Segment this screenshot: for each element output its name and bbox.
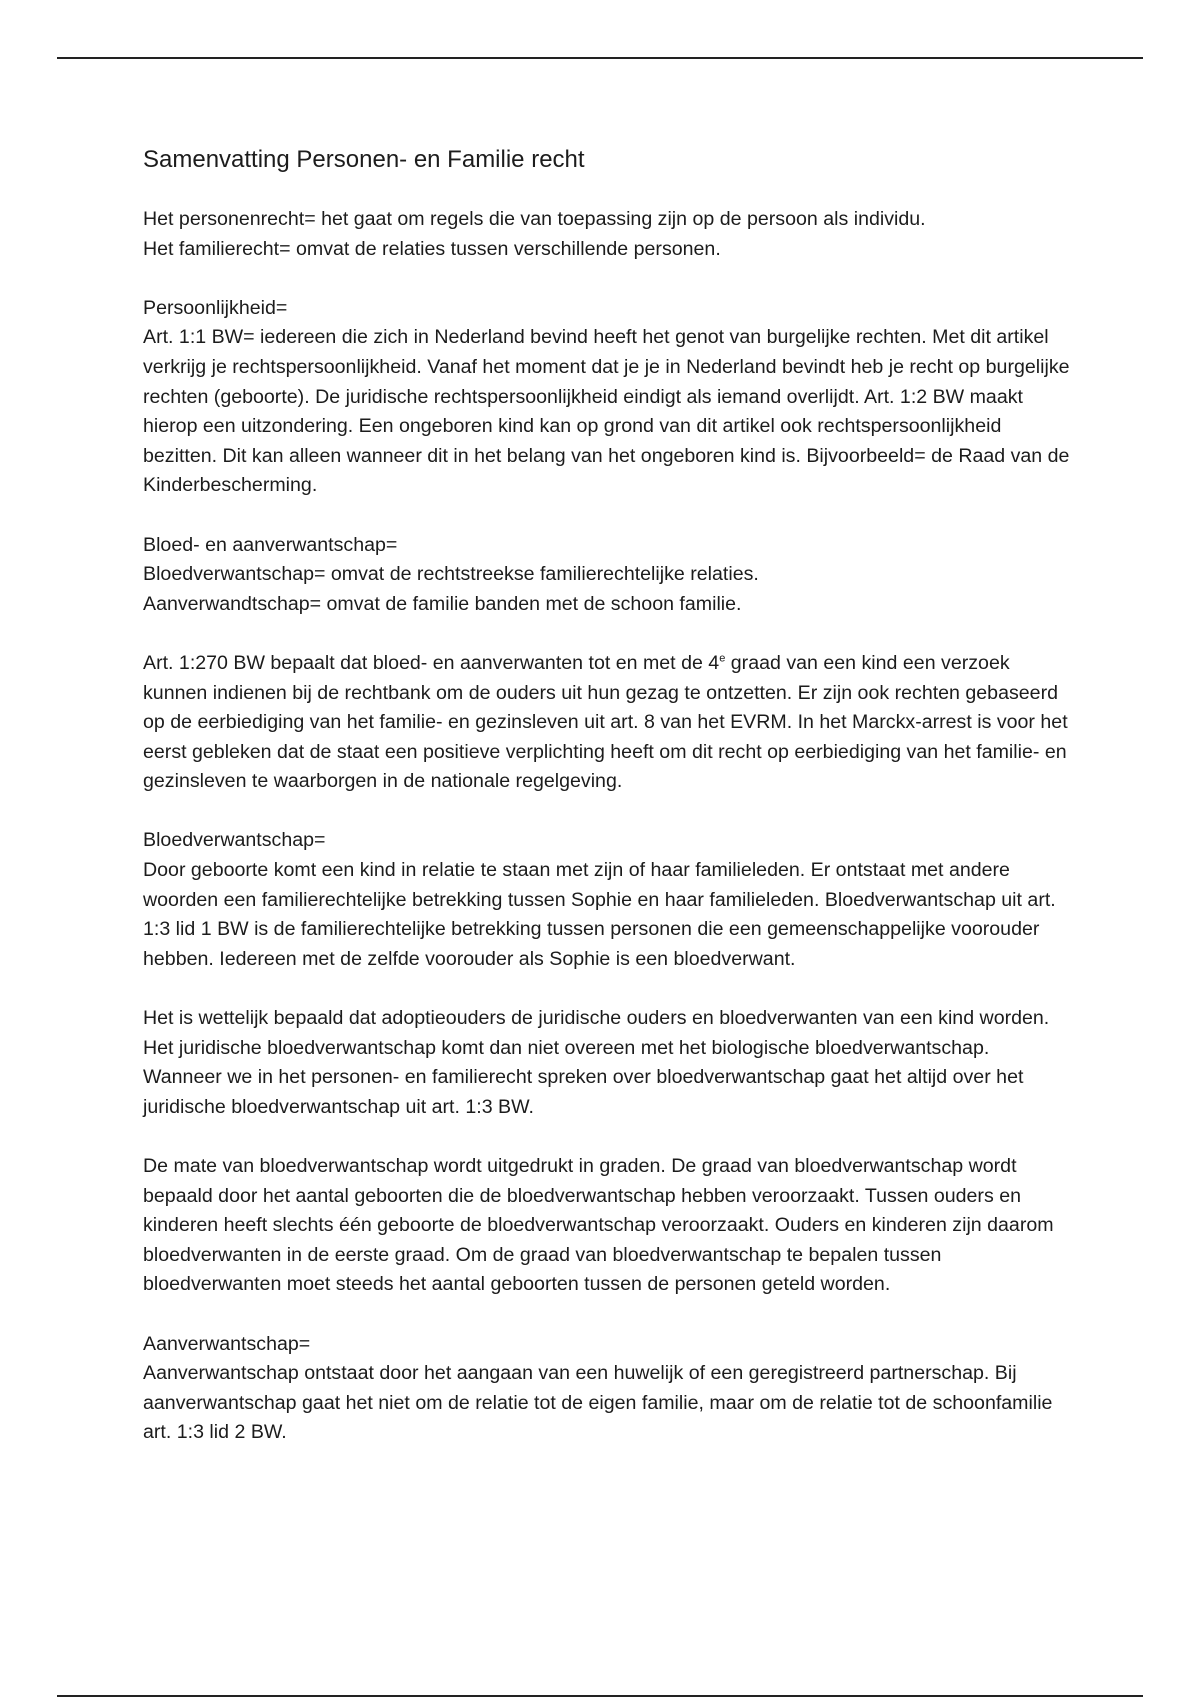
- footer-rule: [57, 1695, 1143, 1697]
- heading-bloedverwantschap: Bloedverwantschap=: [143, 829, 326, 852]
- intro-familierecht: Het familierecht= omvat de relaties tussen verschillende personen.: [143, 237, 721, 260]
- definition-aanverwantschap: Aanverwandtschap= omvat de familie banden met de schoon familie.: [143, 592, 742, 615]
- art270-text-before: Art. 1:270 BW bepaalt dat bloed- en aanverwanten tot en met de 4: [143, 651, 720, 674]
- definition-bloedverwantschap: Bloedverwantschap= omvat de rechtstreekse familierechtelijke relaties.: [143, 563, 759, 586]
- paragraph-persoonlijkheid: Art. 1:1 BW= iedereen die zich in Nederland bevind heeft het genot van burgelijke rechten. Met dit artikel verkrijg je rechtspersoonlijkheid. Vanaf het moment dat je je in Nederland bevindt heb je recht op burgelijke rechten (geboorte). De juridische rechtspersoonlijkheid eindigt als iemand overlijdt. Art. 1:2 BW maakt hierop een uitzondering. Een ongeboren kind kan op grond van dit artikel ook rechtspersoonlijkheid bezitten. Dit kan alleen wanneer dit in het belang van het ongeboren kind is. Bijvoorbeeld= de Raad van de Kinderbescherming.: [143, 326, 1070, 497]
- header-rule: [57, 57, 1143, 59]
- paragraph-art-270: [143, 649, 1073, 797]
- heading-aanverwantschap: Aanverwantschap=: [143, 1332, 311, 1355]
- document-title: Samenvatting Personen- en Familie recht: [143, 146, 585, 173]
- paragraph-bloedverwantschap: Door geboorte komt een kind in relatie te staan met zijn of haar familieleden. Er ontstaat met andere woorden een familierechtelijke betrekking tussen Sophie en haar familieleden. Bloedverwantschap uit art. 1:3 lid 1 BW is de familierechtelijke betrekking tussen personen die een gemeenschappelijke voorouder hebben. Iedereen met de zelfde voorouder als Sophie is een bloedverwant.: [143, 859, 1056, 970]
- heading-bloed-aanverwantschap: Bloed- en aanverwantschap=: [143, 533, 398, 556]
- paragraph-adoptie: Het is wettelijk bepaald dat adoptieouders de juridische ouders en bloedverwanten van een kind worden. Het juridische bloedverwantschap komt dan niet overeen met het biologische bloedverwantschap. Wanneer we in het personen- en familierecht spreken over bloedverwantschap gaat het altijd over het juridische bloedverwantschap uit art. 1:3 BW.: [143, 1007, 1050, 1118]
- paragraph-aanverwantschap: Aanverwantschap ontstaat door het aangaan van een huwelijk of een geregistreerd partnerschap. Bij aanverwantschap gaat het niet om de relatie tot de eigen familie, maar om de relatie tot de schoonfamilie art. 1:3 lid 2 BW.: [143, 1362, 1053, 1444]
- paragraph-graden: De mate van bloedverwantschap wordt uitgedrukt in graden. De graad van bloedverwantschap wordt bepaald door het aantal geboorten die de bloedverwantschap hebben veroorzaakt. Tussen ouders en kinderen heeft slechts één geboorte de bloedverwantschap veroorzaakt. Ouders en kinderen zijn daarom bloedverwanten in de eerste graad. Om de graad van bloedverwantschap te bepalen tussen bloedverwanten moet steeds het aantal geboorten tussen de personen geteld worden.: [143, 1155, 1054, 1296]
- intro-personenrecht: Het personenrecht= het gaat om regels die van toepassing zijn op de persoon als individu.: [143, 208, 926, 230]
- document-page: [143, 145, 1073, 1448]
- art270-text-after: graad van een kind een verzoek kunnen indienen bij de rechtbank om de ouders uit hun gezag te ontzetten. Er zijn ook rechten gebaseerd op de eerbiediging van het familie- en gezinsleven uit art. 8 van het EVRM. In het Marckx-arrest is voor het eerst gebleken dat de staat een positieve verplichting heeft om dit recht op eerbiediging van het familie- en gezinsleven te waarborgen in de nationale regelgeving.: [143, 651, 1068, 793]
- art270-superscript: e: [719, 652, 726, 665]
- heading-persoonlijkheid: Persoonlijkheid=: [143, 296, 288, 319]
